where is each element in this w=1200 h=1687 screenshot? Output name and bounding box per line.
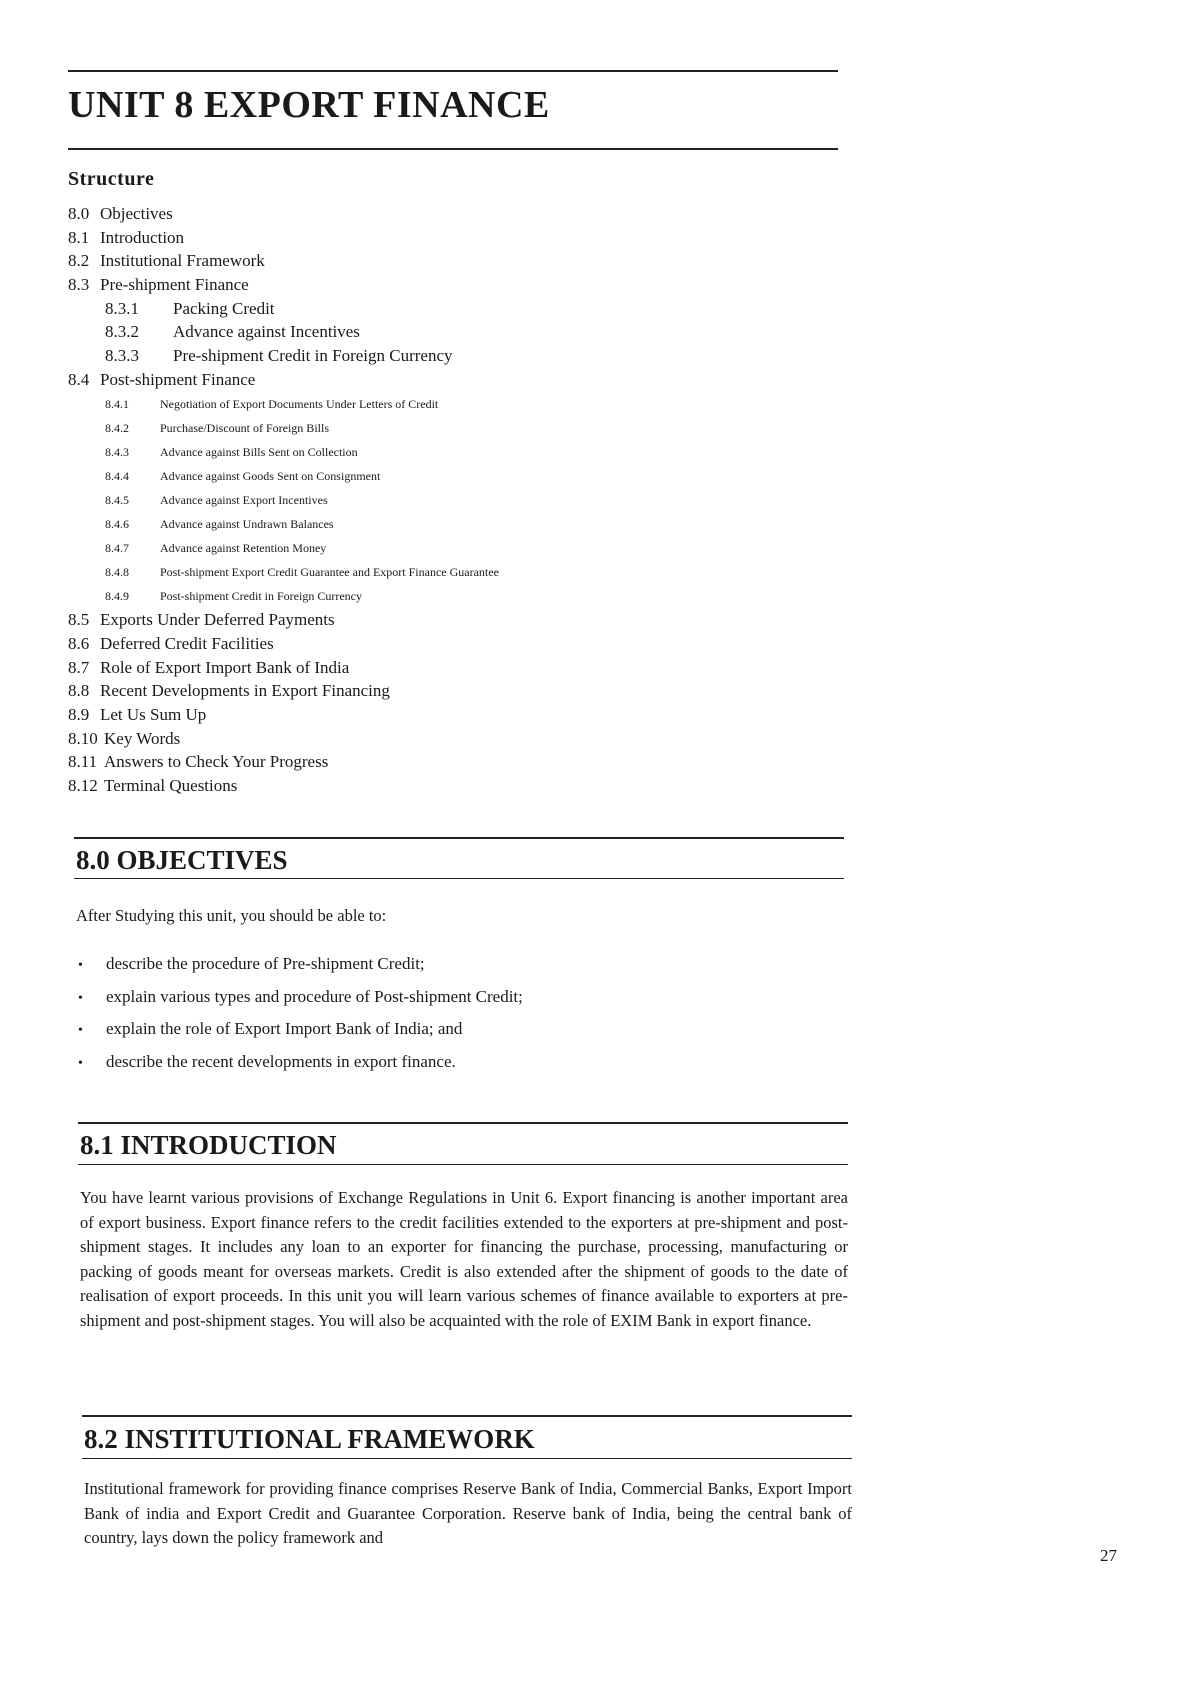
toc-item-number: 8.4.3 (105, 444, 129, 459)
institutional-heading: 8.2 INSTITUTIONAL FRAMEWORK (84, 1424, 535, 1454)
toc-item (68, 320, 499, 344)
toc-item (68, 344, 499, 368)
toc-item-label: Recent Developments in Export Financing (100, 681, 390, 701)
toc-item-label: Pre-shipment Finance (100, 275, 249, 295)
toc-item (68, 656, 499, 680)
toc-item-label: Packing Credit (173, 298, 275, 318)
objectives-list (78, 948, 523, 1078)
list-item: • explain various types and procedure of Post-shipment Credit; (78, 981, 523, 1014)
toc-item-number: 8.4.2 (105, 420, 129, 435)
toc-item (68, 512, 499, 536)
toc-item-number: 8.12 (68, 776, 98, 796)
toc-item-number: 8.4.9 (105, 589, 129, 604)
toc-item-number: 8.9 (68, 705, 90, 725)
toc-item (68, 727, 499, 751)
toc-item-label: Institutional Framework (100, 251, 265, 271)
toc-item-label: Objectives (100, 204, 173, 223)
toc-item-number: 8.2 (68, 251, 90, 271)
toc-item (68, 536, 499, 560)
toc-item-number: 8.10 (68, 728, 98, 748)
toc-item-label: Advance against Goods Sent on Consignment (160, 468, 381, 483)
title-underline-rule (68, 148, 838, 150)
toc-item-label: Purchase/Discount of Foreign Bills (160, 420, 329, 435)
toc-item-number: 8.1 (68, 227, 90, 247)
toc-item-number: 8.8 (68, 681, 90, 701)
toc-item-number: 8.5 (68, 610, 90, 630)
toc-item-label: Introduction (100, 227, 185, 247)
toc-item-label: Terminal Questions (104, 776, 238, 796)
toc-item (68, 368, 499, 392)
toc-item (68, 632, 499, 656)
toc-item-number: 8.4.4 (105, 468, 129, 483)
institutional-top-rule (82, 1415, 852, 1417)
toc-item (68, 202, 499, 226)
toc-item-label: Post-shipment Credit in Foreign Currency (160, 589, 362, 604)
list-item: • describe the recent developments in export finance. (78, 1046, 523, 1079)
objectives-intro: After Studying this unit, you should be able to: (76, 906, 387, 925)
introduction-body: You have learnt various provisions of Exchange Regulations in Unit 6. Export financing is another important area of export business. Export finance refers to the credit facilities extended to the exporters at pre-shipment and post-shipment stages. It includes any loan to an exporter for financing the purchase, processing, manufacturing or packing of goods meant for overseas markets. Credit is also extended after the shipment of goods to the date of realisation of export proceeds. In this unit you will learn various schemes of finance available to exporters at pre-shipment and post-shipment stages. You will also be acquainted with the role of EXIM Bank in export finance. (80, 1188, 848, 1330)
toc-item-number: 8.4.5 (105, 492, 129, 507)
objectives-heading: 8.0 OBJECTIVES (76, 845, 288, 875)
toc-item-label: Key Words (104, 728, 181, 748)
structure-heading: Structure (68, 168, 155, 190)
toc-item-number: 8.3.1 (105, 298, 139, 318)
introduction-top-rule (78, 1122, 848, 1124)
toc-item (68, 416, 499, 440)
toc-item (68, 273, 499, 297)
toc-item (68, 750, 499, 774)
toc-item (68, 226, 499, 250)
toc-item-label: Pre-shipment Credit in Foreign Currency (173, 346, 453, 366)
toc-item (68, 488, 499, 512)
toc-item (68, 774, 499, 798)
toc-item-label: Advance against Export Incentives (160, 492, 328, 507)
toc-item-label: Post-shipment Finance (100, 369, 256, 389)
toc-item-label: Advance against Undrawn Balances (160, 516, 334, 531)
bullet-icon: • (78, 990, 83, 1006)
page-number: 27 (1100, 1546, 1117, 1565)
table-of-contents (68, 202, 499, 798)
toc-item (68, 464, 499, 488)
toc-item (68, 297, 499, 321)
list-item: • explain the role of Export Import Bank of India; and (78, 1013, 523, 1046)
bullet-icon: • (78, 1023, 83, 1038)
toc-item-label: Negotiation of Export Documents Under Letters of Credit (160, 396, 439, 411)
toc-item-number: 8.3 (68, 275, 90, 295)
objectives-bottom-rule (74, 878, 844, 879)
bullet-icon: • (78, 958, 83, 973)
toc-item-number: 8.6 (68, 634, 90, 654)
toc-item (68, 608, 499, 632)
toc-item-number: 8.4.6 (105, 516, 129, 531)
toc-item (68, 679, 499, 703)
toc-item-number: 8.7 (68, 657, 90, 677)
toc-item-label: Advance against Bills Sent on Collection (160, 444, 358, 459)
toc-item-label: Let Us Sum Up (100, 705, 207, 725)
toc-item-label: Answers to Check Your Progress (104, 752, 329, 772)
list-item: • describe the procedure of Pre-shipment Credit; (78, 948, 523, 981)
toc-item (68, 584, 499, 608)
toc-item-number: 8.3.2 (105, 322, 139, 342)
institutional-bottom-rule (82, 1458, 852, 1459)
institutional-body: Institutional framework for providing finance comprises Reserve Bank of India, Commercial Banks, Export Import Bank of india and Export Credit and Guarantee Corporation. Reserve bank of India, being the central bank of country, lays down the policy framework and (84, 1479, 852, 1548)
toc-item-number: 8.3.3 (105, 346, 139, 366)
toc-item (68, 703, 499, 727)
toc-item-label: Post-shipment Export Credit Guarantee and Export Finance Guarantee (160, 565, 499, 580)
toc-item-label: Advance against Retention Money (160, 541, 327, 556)
toc-item-number: 8.0 (68, 204, 90, 223)
introduction-bottom-rule (78, 1164, 848, 1165)
toc-item-number: 8.4.1 (105, 396, 129, 411)
toc-item-number: 8.11 (68, 752, 98, 772)
toc-item (68, 249, 499, 273)
toc-item-number: 8.4.7 (105, 541, 129, 556)
toc-item-label: Exports Under Deferred Payments (100, 610, 335, 630)
unit-title: UNIT 8 EXPORT FINANCE (68, 84, 550, 126)
toc-item (68, 392, 499, 416)
toc-item-label: Role of Export Import Bank of India (100, 657, 350, 677)
top-rule (68, 70, 838, 72)
toc-item (68, 440, 499, 464)
toc-item (68, 560, 499, 584)
objectives-top-rule (74, 837, 844, 839)
toc-item-label: Deferred Credit Facilities (100, 634, 274, 654)
toc-item-number: 8.4.8 (105, 565, 129, 580)
bullet-icon: • (78, 1055, 83, 1071)
introduction-heading: 8.1 INTRODUCTION (80, 1130, 337, 1160)
toc-item-number: 8.4 (68, 369, 90, 389)
toc-item-label: Advance against Incentives (173, 322, 360, 342)
